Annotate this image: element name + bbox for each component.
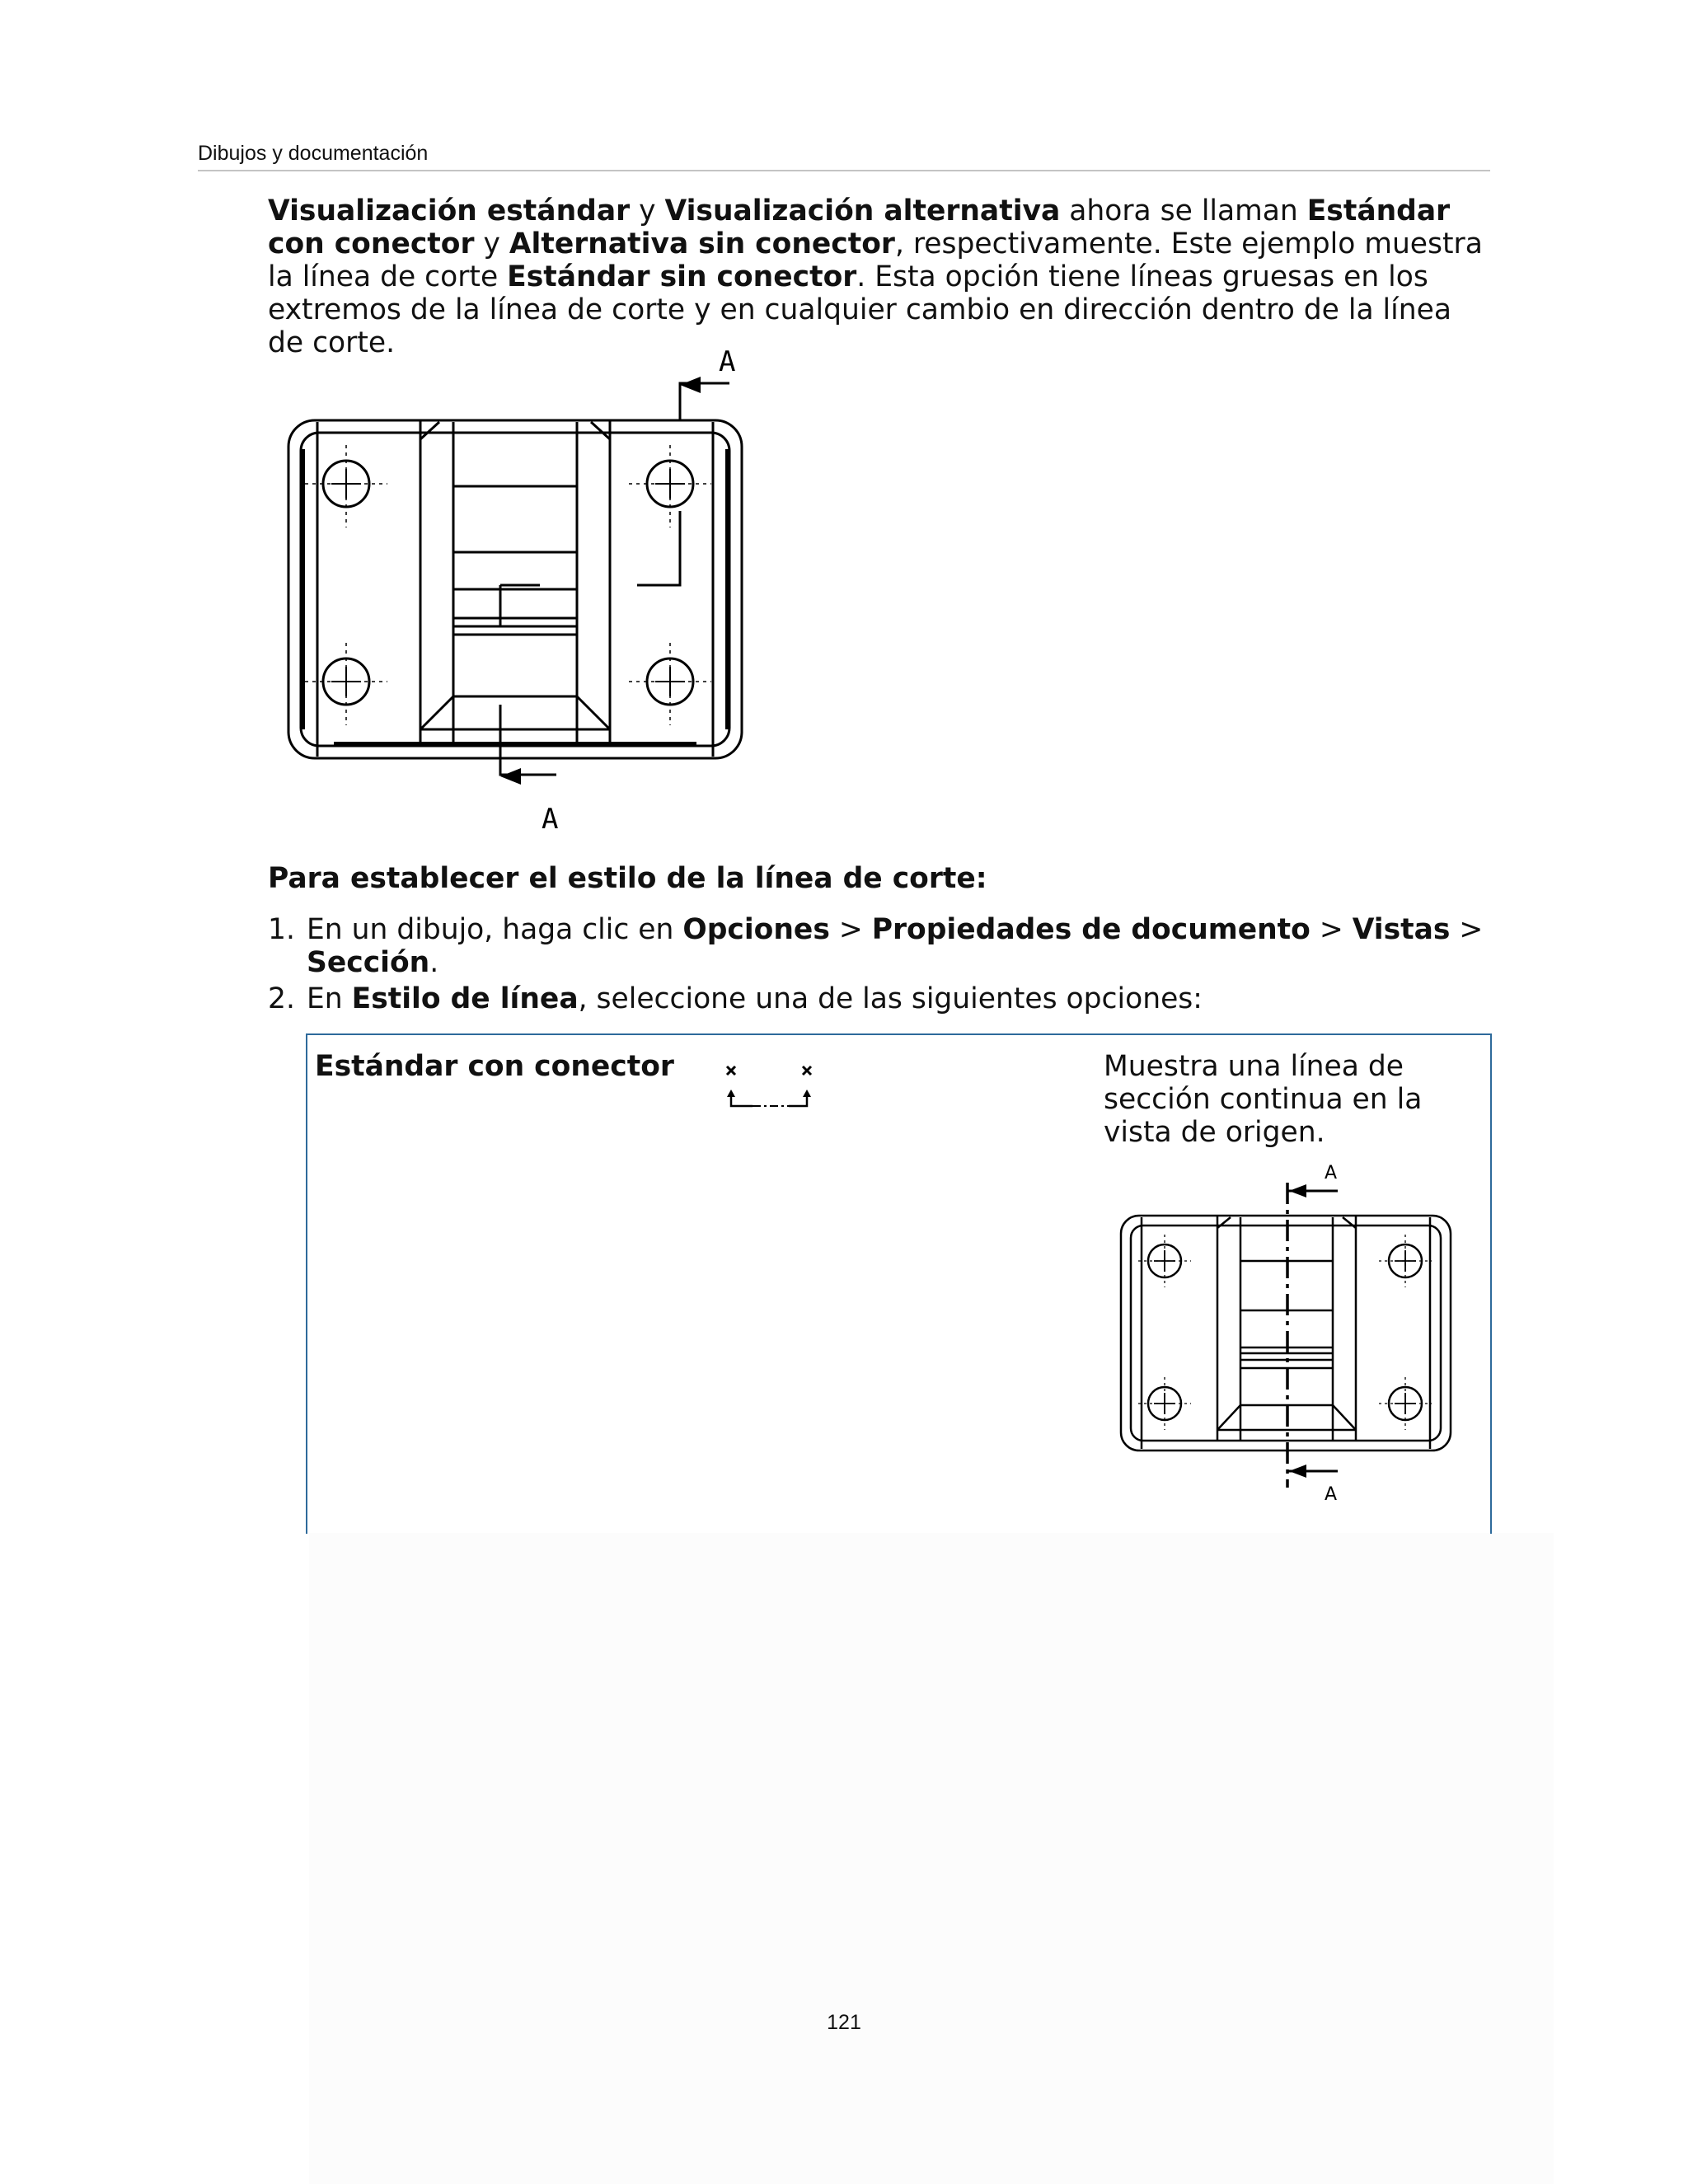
procedure-title: Para establecer el estilo de la línea de corte: xyxy=(268,862,987,895)
setting-line-style: Estilo de línea xyxy=(351,982,579,1015)
procedure-steps xyxy=(268,913,1496,1019)
term-standard-view: Visualización estándar xyxy=(268,194,631,227)
menu-section: Sección xyxy=(307,946,430,979)
term-alternative-view: Visualización alternativa xyxy=(664,194,1061,227)
option-name: Estándar con conector xyxy=(315,1050,674,1083)
section-line-style-icon xyxy=(723,1063,822,1113)
section-label-bottom: A xyxy=(542,803,559,836)
header-rule xyxy=(198,170,1490,171)
page-number: 121 xyxy=(827,2011,861,2034)
procedure-step: 2. En Estilo de línea, seleccione una de las siguientes opciones: xyxy=(268,982,1203,1015)
section-label-top: A xyxy=(1325,1163,1338,1183)
menu-views: Vistas xyxy=(1352,913,1451,946)
section-label-top: A xyxy=(719,345,736,378)
running-header: Dibujos y documentación xyxy=(198,142,429,165)
section-line-drawing xyxy=(284,342,754,837)
continuous-section-figure xyxy=(1117,1162,1455,1504)
procedure-step: 1. En un dibujo, haga clic en Opciones > Propiedades de documento > Vistas > Sección. xyxy=(268,913,1484,979)
section-label-bottom: A xyxy=(1325,1484,1338,1505)
term-standard-with-connector: Estándar con conector xyxy=(268,194,1451,260)
menu-options: Opciones xyxy=(682,913,830,946)
page-shading xyxy=(309,1533,1554,2184)
term-alternative-without-connector: Alternativa sin conector xyxy=(509,227,895,260)
term-standard-without-connector: Estándar sin conector xyxy=(507,260,857,293)
menu-document-properties: Propiedades de documento xyxy=(871,913,1311,946)
intro-paragraph: Visualización estándar y Visualización alternativa ahora se llaman Estándar con conector y Alternativa sin conector, respectivamente. Este ejemplo muestra la línea de corte Estándar sin conector. Esta opción tiene líneas gruesas en los extremos de la línea de corte y en cualquier cambio en dirección dentro de la línea de corte. xyxy=(268,194,1483,359)
option-description: Muestra una línea de sección continua en la vista de origen. xyxy=(1104,1050,1423,1149)
